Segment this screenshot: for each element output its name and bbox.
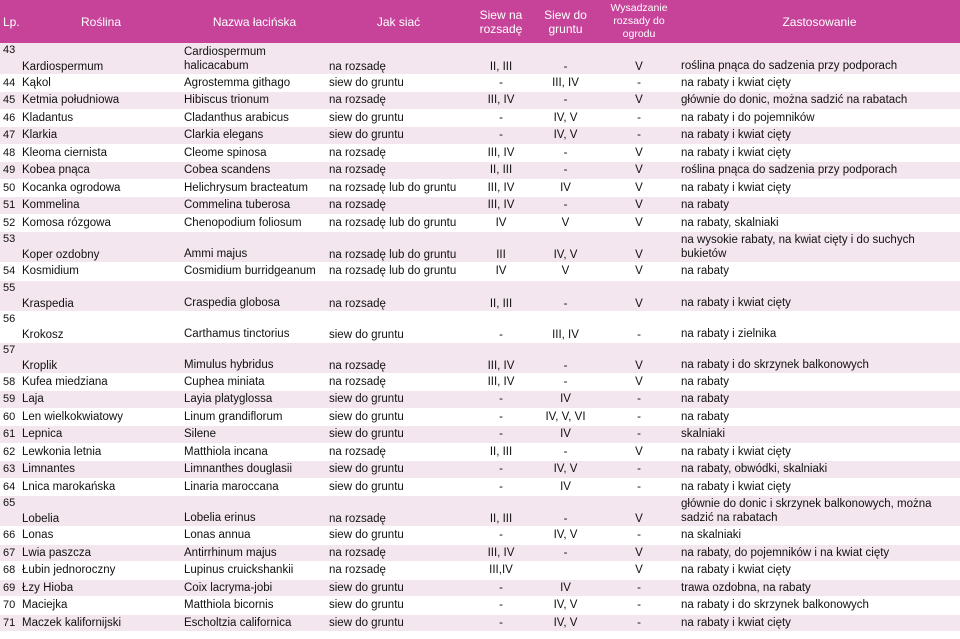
- table-row: [0, 527, 960, 545]
- usage-cell: głównie do donic i skrzynek balkonowych, można sadzić na rabatach: [679, 496, 960, 527]
- table-row: [0, 144, 960, 162]
- transplant-months-cell: V: [599, 232, 679, 263]
- plant-name-cell: Lewkonia letnia: [20, 443, 182, 461]
- transplant-months-cell: V: [599, 443, 679, 461]
- sowing-method-cell: siew do gruntu: [327, 127, 470, 145]
- row-number-cell: 57: [0, 342, 20, 373]
- transplant-months-cell: V: [599, 197, 679, 215]
- table-row: [0, 232, 960, 263]
- seed-ground-months-cell: IV: [532, 478, 599, 496]
- transplant-months-cell: -: [599, 311, 679, 342]
- seed-tray-months-cell: -: [470, 127, 532, 145]
- usage-cell: na rabaty i kwiat cięty: [679, 179, 960, 197]
- seed-ground-months-cell: III, IV: [532, 74, 599, 92]
- plant-name-cell: Krokosz: [20, 311, 182, 342]
- seed-tray-months-cell: II, III: [470, 43, 532, 74]
- seed-tray-months-cell: III, IV: [470, 544, 532, 562]
- sowing-method-cell: na rozsadę: [327, 443, 470, 461]
- sowing-method-cell: na rozsadę: [327, 280, 470, 311]
- plant-name-cell: Lobelia: [20, 496, 182, 527]
- row-number-cell: 55: [0, 280, 20, 311]
- seed-tray-months-cell: -: [470, 426, 532, 444]
- sowing-method-cell: siew do gruntu: [327, 478, 470, 496]
- seed-ground-months-cell: III, IV: [532, 311, 599, 342]
- row-number-cell: 67: [0, 544, 20, 562]
- seed-tray-months-cell: -: [470, 109, 532, 127]
- row-number-cell: 46: [0, 109, 20, 127]
- seed-tray-months-cell: II, III: [470, 496, 532, 527]
- latin-name-cell: Craspedia globosa: [182, 280, 327, 311]
- seed-ground-months-cell: V: [532, 214, 599, 232]
- seed-tray-months-cell: III: [470, 232, 532, 263]
- usage-cell: na rabaty i kwiat cięty: [679, 127, 960, 145]
- sowing-method-cell: na rozsadę lub do gruntu: [327, 214, 470, 232]
- row-number-cell: 48: [0, 144, 20, 162]
- latin-name-cell: Cuphea miniata: [182, 373, 327, 391]
- transplant-months-cell: V: [599, 562, 679, 580]
- table-row: [0, 280, 960, 311]
- latin-name-cell: Helichrysum bracteatum: [182, 179, 327, 197]
- plant-name-cell: Lepnica: [20, 426, 182, 444]
- row-number-cell: 53: [0, 232, 20, 263]
- row-number-cell: 56: [0, 311, 20, 342]
- transplant-months-cell: -: [599, 109, 679, 127]
- sowing-method-cell: na rozsadę: [327, 373, 470, 391]
- usage-cell: na rabaty, obwódki, skalniaki: [679, 461, 960, 479]
- usage-cell: na wysokie rabaty, na kwiat cięty i do suchych bukietów: [679, 232, 960, 263]
- transplant-months-cell: -: [599, 461, 679, 479]
- table-row: [0, 92, 960, 110]
- plant-name-cell: Kardiospermum: [20, 43, 182, 74]
- sowing-method-cell: siew do gruntu: [327, 426, 470, 444]
- seed-tray-months-cell: III, IV: [470, 144, 532, 162]
- sowing-method-cell: na rozsadę: [327, 562, 470, 580]
- transplant-months-cell: -: [599, 597, 679, 615]
- seed-tray-months-cell: -: [470, 461, 532, 479]
- latin-name-cell: Matthiola bicornis: [182, 597, 327, 615]
- seed-ground-months-cell: -: [532, 162, 599, 180]
- row-number-cell: 63: [0, 461, 20, 479]
- plant-name-cell: Kommelina: [20, 197, 182, 215]
- latin-name-cell: Limnanthes douglasii: [182, 461, 327, 479]
- sowing-method-cell: siew do gruntu: [327, 391, 470, 409]
- row-number-cell: 47: [0, 127, 20, 145]
- usage-cell: na rabaty i kwiat cięty: [679, 478, 960, 496]
- plant-name-cell: Limnantes: [20, 461, 182, 479]
- seed-tray-months-cell: -: [470, 74, 532, 92]
- table-row: [0, 109, 960, 127]
- seed-ground-months-cell: IV, V: [532, 527, 599, 545]
- seed-tray-months-cell: II, III: [470, 280, 532, 311]
- seed-ground-months-cell: -: [532, 373, 599, 391]
- usage-cell: na rabaty i kwiat cięty: [679, 144, 960, 162]
- latin-name-cell: Carthamus tinctorius: [182, 311, 327, 342]
- transplant-months-cell: -: [599, 614, 679, 632]
- row-number-cell: 45: [0, 92, 20, 110]
- plant-name-cell: Kufea miedziana: [20, 373, 182, 391]
- row-number-cell: 64: [0, 478, 20, 496]
- usage-cell: trawa ozdobna, na rabaty: [679, 579, 960, 597]
- row-number-cell: 51: [0, 197, 20, 215]
- seed-ground-months-cell: -: [532, 342, 599, 373]
- usage-cell: na rabaty: [679, 197, 960, 215]
- table-row: [0, 408, 960, 426]
- seed-ground-months-cell: -: [532, 496, 599, 527]
- seed-tray-months-cell: -: [470, 478, 532, 496]
- row-number-cell: 50: [0, 179, 20, 197]
- plant-name-cell: Lwia paszcza: [20, 544, 182, 562]
- plant-name-cell: Kleoma ciernista: [20, 144, 182, 162]
- table-row: [0, 342, 960, 373]
- row-number-cell: 66: [0, 527, 20, 545]
- seed-tray-months-cell: -: [470, 614, 532, 632]
- header-zastosowanie: Zastosowanie: [679, 0, 960, 43]
- usage-cell: roślina pnąca do sadzenia przy podporach: [679, 162, 960, 180]
- usage-cell: na rabaty i kwiat cięty: [679, 280, 960, 311]
- header-roslina: Roślina: [20, 0, 182, 43]
- transplant-months-cell: V: [599, 280, 679, 311]
- seed-ground-months-cell: -: [532, 443, 599, 461]
- usage-cell: głównie do donic, można sadzić na rabatach: [679, 92, 960, 110]
- seed-tray-months-cell: -: [470, 408, 532, 426]
- seed-ground-months-cell: -: [532, 92, 599, 110]
- transplant-months-cell: -: [599, 74, 679, 92]
- seed-ground-months-cell: IV: [532, 391, 599, 409]
- sowing-method-cell: siew do gruntu: [327, 74, 470, 92]
- sowing-method-cell: siew do gruntu: [327, 579, 470, 597]
- row-number-cell: 49: [0, 162, 20, 180]
- usage-cell: roślina pnąca do sadzenia przy podporach: [679, 43, 960, 74]
- usage-cell: na rabaty i kwiat cięty: [679, 562, 960, 580]
- table-row: [0, 311, 960, 342]
- seed-tray-months-cell: IV: [470, 214, 532, 232]
- transplant-months-cell: V: [599, 144, 679, 162]
- header-lp: Lp.: [0, 0, 20, 43]
- seed-tray-months-cell: III, IV: [470, 179, 532, 197]
- row-number-cell: 71: [0, 614, 20, 632]
- sowing-method-cell: siew do gruntu: [327, 527, 470, 545]
- seed-ground-months-cell: -: [532, 144, 599, 162]
- seed-ground-months-cell: IV, V: [532, 232, 599, 263]
- latin-name-cell: Cobea scandens: [182, 162, 327, 180]
- transplant-months-cell: V: [599, 373, 679, 391]
- table-row: [0, 426, 960, 444]
- usage-cell: na rabaty i kwiat cięty: [679, 74, 960, 92]
- seed-ground-months-cell: IV, V, VI: [532, 408, 599, 426]
- seed-tray-months-cell: III, IV: [470, 92, 532, 110]
- header-jak-siac: Jak siać: [327, 0, 470, 43]
- row-number-cell: 61: [0, 426, 20, 444]
- seed-ground-months-cell: IV, V: [532, 461, 599, 479]
- transplant-months-cell: -: [599, 391, 679, 409]
- table-row: [0, 127, 960, 145]
- seed-ground-months-cell: [532, 562, 599, 580]
- latin-name-cell: Coix lacryma-jobi: [182, 579, 327, 597]
- transplant-months-cell: V: [599, 342, 679, 373]
- seed-ground-months-cell: IV, V: [532, 109, 599, 127]
- header-siew-na-rozsade: Siew na rozsadę: [470, 0, 532, 43]
- transplant-months-cell: V: [599, 214, 679, 232]
- latin-name-cell: Cleome spinosa: [182, 144, 327, 162]
- sowing-method-cell: na rozsadę lub do gruntu: [327, 232, 470, 263]
- plant-name-cell: Maciejka: [20, 597, 182, 615]
- sowing-method-cell: na rozsadę: [327, 342, 470, 373]
- latin-name-cell: Layia platyglossa: [182, 391, 327, 409]
- transplant-months-cell: -: [599, 478, 679, 496]
- seed-tray-months-cell: II, III: [470, 443, 532, 461]
- sowing-method-cell: na rozsadę: [327, 144, 470, 162]
- row-number-cell: 70: [0, 597, 20, 615]
- usage-cell: na rabaty i do pojemników: [679, 109, 960, 127]
- table-body: [0, 43, 960, 632]
- seed-tray-months-cell: -: [470, 597, 532, 615]
- table-row: [0, 74, 960, 92]
- latin-name-cell: Lonas annua: [182, 527, 327, 545]
- seed-ground-months-cell: IV, V: [532, 597, 599, 615]
- transplant-months-cell: V: [599, 162, 679, 180]
- table-row: [0, 614, 960, 632]
- transplant-months-cell: V: [599, 263, 679, 281]
- latin-name-cell: Silene: [182, 426, 327, 444]
- plant-name-cell: Kosmidium: [20, 263, 182, 281]
- latin-name-cell: Antirrhinum majus: [182, 544, 327, 562]
- sowing-method-cell: na rozsadę: [327, 544, 470, 562]
- table-row: [0, 373, 960, 391]
- plant-name-cell: Kocanka ogrodowa: [20, 179, 182, 197]
- sowing-method-cell: na rozsadę: [327, 162, 470, 180]
- latin-name-cell: Matthiola incana: [182, 443, 327, 461]
- latin-name-cell: Mimulus hybridus: [182, 342, 327, 373]
- table-row: [0, 443, 960, 461]
- plant-name-cell: Łubin jednoroczny: [20, 562, 182, 580]
- seed-ground-months-cell: -: [532, 280, 599, 311]
- seed-ground-months-cell: -: [532, 197, 599, 215]
- transplant-months-cell: V: [599, 179, 679, 197]
- table-row: [0, 544, 960, 562]
- transplant-months-cell: V: [599, 544, 679, 562]
- latin-name-cell: Linaria maroccana: [182, 478, 327, 496]
- header-wysadzanie: Wysadzanie rozsady do ogrodu: [599, 0, 679, 43]
- seed-ground-months-cell: IV: [532, 426, 599, 444]
- row-number-cell: 62: [0, 443, 20, 461]
- row-number-cell: 69: [0, 579, 20, 597]
- seed-tray-months-cell: III,IV: [470, 562, 532, 580]
- plant-name-cell: Klarkia: [20, 127, 182, 145]
- seed-ground-months-cell: -: [532, 43, 599, 74]
- table-row: [0, 162, 960, 180]
- seed-ground-months-cell: V: [532, 263, 599, 281]
- seed-tray-months-cell: -: [470, 527, 532, 545]
- latin-name-cell: Agrostemma githago: [182, 74, 327, 92]
- sowing-method-cell: na rozsadę: [327, 43, 470, 74]
- usage-cell: na rabaty i do skrzynek balkonowych: [679, 342, 960, 373]
- plant-name-cell: Maczek kalifornijski: [20, 614, 182, 632]
- sowing-method-cell: siew do gruntu: [327, 461, 470, 479]
- sowing-method-cell: na rozsadę lub do gruntu: [327, 263, 470, 281]
- latin-name-cell: Cardiospermum halicacabum: [182, 43, 327, 74]
- usage-cell: skalniaki: [679, 426, 960, 444]
- row-number-cell: 68: [0, 562, 20, 580]
- latin-name-cell: Escholtzia californica: [182, 614, 327, 632]
- latin-name-cell: Lobelia erinus: [182, 496, 327, 527]
- usage-cell: na rabaty i kwiat cięty: [679, 443, 960, 461]
- row-number-cell: 60: [0, 408, 20, 426]
- table-row: [0, 496, 960, 527]
- row-number-cell: 44: [0, 74, 20, 92]
- transplant-months-cell: -: [599, 127, 679, 145]
- latin-name-cell: Linum grandiflorum: [182, 408, 327, 426]
- plant-name-cell: Komosa rózgowa: [20, 214, 182, 232]
- row-number-cell: 54: [0, 263, 20, 281]
- seed-ground-months-cell: -: [532, 544, 599, 562]
- transplant-months-cell: -: [599, 527, 679, 545]
- seed-tray-months-cell: III, IV: [470, 373, 532, 391]
- table-row: [0, 597, 960, 615]
- table-row: [0, 43, 960, 74]
- latin-name-cell: Hibiscus trionum: [182, 92, 327, 110]
- latin-name-cell: Lupinus cruickshankii: [182, 562, 327, 580]
- seed-ground-months-cell: IV: [532, 179, 599, 197]
- plant-name-cell: Kobea pnąca: [20, 162, 182, 180]
- table-row: [0, 461, 960, 479]
- plant-name-cell: Kroplik: [20, 342, 182, 373]
- plant-name-cell: Łzy Hioba: [20, 579, 182, 597]
- transplant-months-cell: -: [599, 408, 679, 426]
- table-row: [0, 263, 960, 281]
- transplant-months-cell: V: [599, 496, 679, 527]
- table-row: [0, 197, 960, 215]
- transplant-months-cell: -: [599, 579, 679, 597]
- sowing-method-cell: na rozsadę lub do gruntu: [327, 179, 470, 197]
- usage-cell: na rabaty: [679, 408, 960, 426]
- plant-name-cell: Kraspedia: [20, 280, 182, 311]
- row-number-cell: 58: [0, 373, 20, 391]
- plant-name-cell: Lnica marokańska: [20, 478, 182, 496]
- usage-cell: na rabaty, do pojemników i na kwiat cięty: [679, 544, 960, 562]
- seed-ground-months-cell: IV: [532, 579, 599, 597]
- usage-cell: na rabaty: [679, 373, 960, 391]
- sowing-method-cell: na rozsadę: [327, 92, 470, 110]
- table-row: [0, 179, 960, 197]
- table-row: [0, 391, 960, 409]
- plant-name-cell: Len wielkokwiatowy: [20, 408, 182, 426]
- seed-tray-months-cell: -: [470, 391, 532, 409]
- seed-tray-months-cell: III, IV: [470, 197, 532, 215]
- seed-tray-months-cell: -: [470, 311, 532, 342]
- usage-cell: na rabaty i kwiat cięty: [679, 614, 960, 632]
- usage-cell: na rabaty, skalniaki: [679, 214, 960, 232]
- latin-name-cell: Cladanthus arabicus: [182, 109, 327, 127]
- table-row: [0, 562, 960, 580]
- seed-tray-months-cell: -: [470, 579, 532, 597]
- sowing-method-cell: siew do gruntu: [327, 614, 470, 632]
- seed-tray-months-cell: IV: [470, 263, 532, 281]
- transplant-months-cell: V: [599, 43, 679, 74]
- plant-name-cell: Laja: [20, 391, 182, 409]
- usage-cell: na rabaty: [679, 263, 960, 281]
- sowing-method-cell: na rozsadę: [327, 496, 470, 527]
- table-row: [0, 478, 960, 496]
- sowing-method-cell: siew do gruntu: [327, 109, 470, 127]
- usage-cell: na rabaty i zielnika: [679, 311, 960, 342]
- latin-name-cell: Commelina tuberosa: [182, 197, 327, 215]
- latin-name-cell: Chenopodium foliosum: [182, 214, 327, 232]
- sowing-method-cell: siew do gruntu: [327, 311, 470, 342]
- table-header: [0, 0, 960, 43]
- latin-name-cell: Clarkia elegans: [182, 127, 327, 145]
- sowing-method-cell: siew do gruntu: [327, 597, 470, 615]
- table-row: [0, 579, 960, 597]
- seed-tray-months-cell: II, III: [470, 162, 532, 180]
- table-row: [0, 214, 960, 232]
- plant-name-cell: Kąkol: [20, 74, 182, 92]
- row-number-cell: 52: [0, 214, 20, 232]
- row-number-cell: 65: [0, 496, 20, 527]
- plant-name-cell: Ketmia południowa: [20, 92, 182, 110]
- seed-ground-months-cell: IV, V: [532, 614, 599, 632]
- latin-name-cell: Ammi majus: [182, 232, 327, 263]
- plant-name-cell: Lonas: [20, 527, 182, 545]
- latin-name-cell: Cosmidium burridgeanum: [182, 263, 327, 281]
- usage-cell: na rabaty: [679, 391, 960, 409]
- header-nazwa-lacinska: Nazwa łacińska: [182, 0, 327, 43]
- usage-cell: na skalniaki: [679, 527, 960, 545]
- plant-name-cell: Kladantus: [20, 109, 182, 127]
- row-number-cell: 43: [0, 43, 20, 74]
- sowing-method-cell: na rozsadę: [327, 197, 470, 215]
- row-number-cell: 59: [0, 391, 20, 409]
- transplant-months-cell: -: [599, 426, 679, 444]
- transplant-months-cell: V: [599, 92, 679, 110]
- sowing-method-cell: siew do gruntu: [327, 408, 470, 426]
- plant-name-cell: Koper ozdobny: [20, 232, 182, 263]
- usage-cell: na rabaty i do skrzynek balkonowych: [679, 597, 960, 615]
- seed-ground-months-cell: IV, V: [532, 127, 599, 145]
- header-siew-do-gruntu: Siew do gruntu: [532, 0, 599, 43]
- seed-tray-months-cell: III, IV: [470, 342, 532, 373]
